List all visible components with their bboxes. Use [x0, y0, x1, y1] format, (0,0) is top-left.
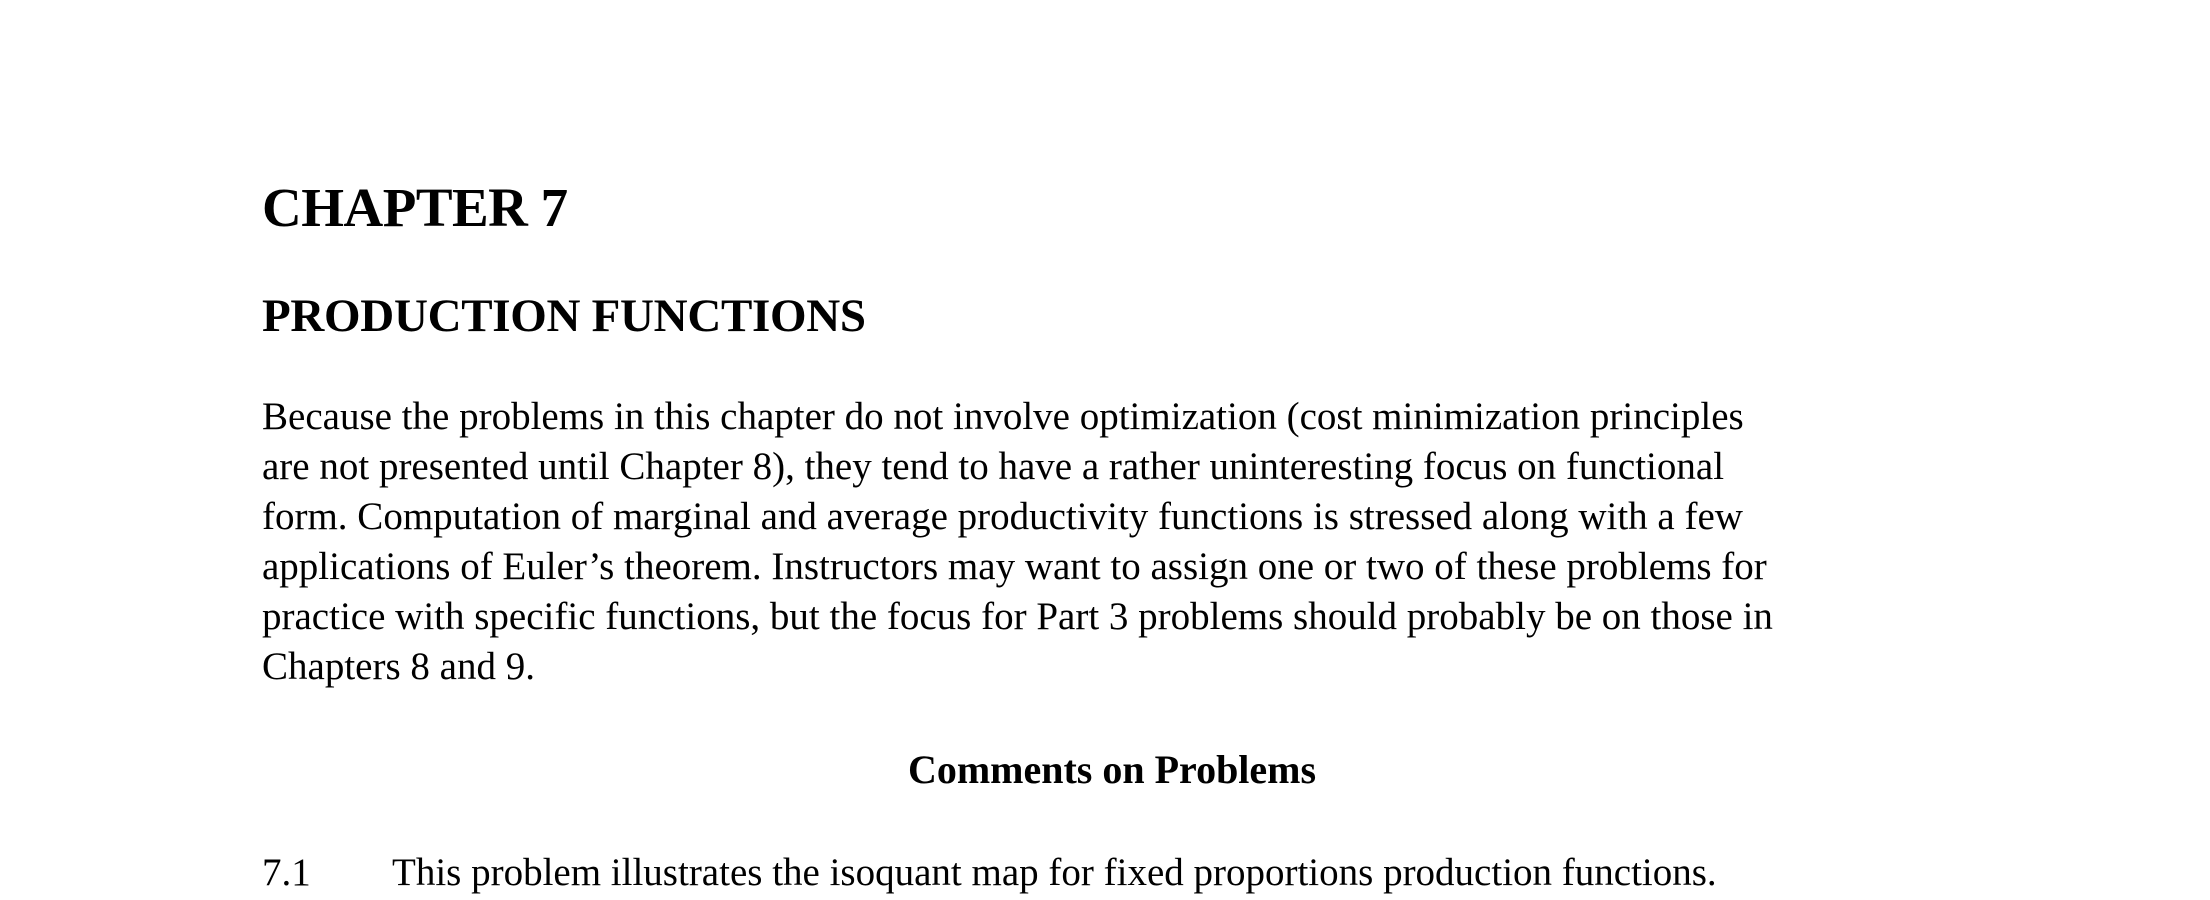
intro-line: practice with specific functions, but the focus for Part 3 problems should probably be on those in — [262, 595, 1773, 638]
comments-heading: Comments on Problems — [907, 747, 1317, 792]
chapter-title: PRODUCTION FUNCTIONS — [262, 290, 866, 342]
problem-item — [262, 848, 2062, 898]
intro-line: are not presented until Chapter 8), they tend to have a rather uninteresting focus on functional — [262, 445, 1725, 488]
intro-line: Because the problems in this chapter do not involve optimization (cost minimization principles — [262, 395, 1744, 438]
intro-paragraph — [262, 392, 2062, 692]
chapter-heading: CHAPTER 7 — [262, 177, 568, 238]
page-content — [262, 177, 2062, 898]
intro-line: form. Computation of marginal and average productivity functions is stressed along with a few — [262, 495, 1743, 538]
intro-line: applications of Euler’s theorem. Instructors may want to assign one or two of these problems for — [262, 545, 1767, 588]
problem-text: This problem illustrates the isoquant map for fixed proportions production functions. — [392, 851, 1717, 894]
intro-line: Chapters 8 and 9. — [262, 645, 535, 688]
problem-number: 7.1 — [262, 851, 311, 894]
